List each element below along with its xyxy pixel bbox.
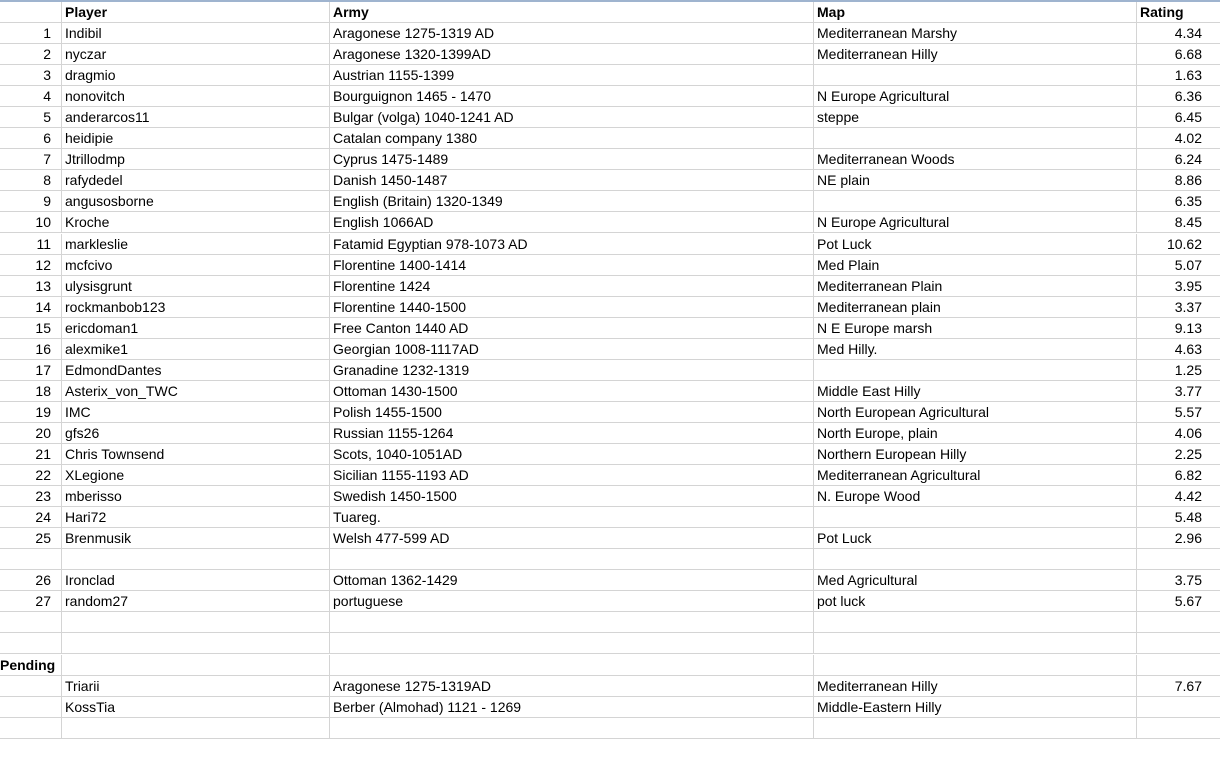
row-number-cell[interactable]: 21 [0,444,62,464]
table-row [0,255,1220,276]
rating-cell[interactable]: 6.45 [1174,109,1202,126]
rating-cell[interactable]: 6.68 [1174,46,1202,63]
map-cell[interactable]: Pot Luck [814,234,1137,254]
player-cell[interactable]: Kroche [62,212,330,232]
army-cell[interactable]: Catalan company 1380 [330,128,814,148]
army-cell[interactable]: Ottoman 1430-1500 [330,381,814,401]
map-cell[interactable]: Mediterranean Marshy [814,23,1137,43]
row-number-cell[interactable]: 8 [0,170,62,190]
army-cell[interactable]: Welsh 477-599 AD [330,528,814,548]
table-row [0,149,1220,170]
army-cell[interactable]: Aragonese 1320-1399AD [330,44,814,64]
rating-cell[interactable]: 8.45 [1174,214,1202,231]
rating-cell[interactable]: 5.67 [1174,593,1202,610]
map-cell[interactable] [814,191,1137,211]
army-cell[interactable]: Tuareg. [330,507,814,527]
row-number-cell[interactable]: 5 [0,107,62,127]
rating-cell[interactable]: 4.06 [1174,424,1202,441]
row-number-cell[interactable]: 10 [0,212,62,232]
map-cell[interactable]: NE plain [814,170,1137,190]
row-number-cell[interactable] [0,676,62,696]
table-row [0,191,1220,212]
row-number-cell[interactable]: 23 [0,486,62,506]
row-number-cell[interactable]: 2 [0,44,62,64]
row-number-cell[interactable]: 9 [0,191,62,211]
army-cell[interactable]: Granadine 1232-1319 [330,360,814,380]
table-row [0,633,1220,654]
map-cell[interactable]: N Europe Agricultural [814,212,1137,232]
map-cell[interactable]: Mediterranean plain [814,297,1137,317]
army-cell[interactable]: Polish 1455-1500 [330,402,814,422]
rating-cell[interactable]: 6.24 [1174,151,1202,168]
player-cell[interactable]: Jtrillodmp [62,149,330,169]
row-number-cell[interactable] [0,718,62,738]
map-cell[interactable]: Middle East Hilly [814,381,1137,401]
army-cell[interactable]: Florentine 1440-1500 [330,297,814,317]
map-cell[interactable]: Mediterranean Hilly [814,676,1137,696]
player-cell[interactable]: Chris Townsend [62,444,330,464]
table-row [0,676,1220,697]
header-player[interactable]: Player [62,2,330,22]
army-cell[interactable]: Swedish 1450-1500 [330,486,814,506]
army-cell[interactable]: portuguese [330,591,814,611]
map-cell[interactable]: Mediterranean Hilly [814,44,1137,64]
header-rating[interactable]: Rating [1140,4,1184,20]
table-row [0,86,1220,107]
army-cell[interactable]: Scots, 1040-1051AD [330,444,814,464]
map-cell[interactable] [814,65,1137,85]
map-cell[interactable] [814,655,1137,675]
army-cell[interactable]: Ottoman 1362-1429 [330,570,814,590]
rating-cell[interactable]: 4.02 [1174,130,1202,147]
rating-cell[interactable] [1137,549,1220,569]
table-row [0,486,1220,507]
header-army[interactable]: Army [330,2,814,22]
army-cell[interactable]: Bourguignon 1465 - 1470 [330,86,814,106]
table-row [0,570,1220,591]
table-row [0,360,1220,381]
map-cell[interactable]: North European Agricultural [814,402,1137,422]
header-row [0,2,1220,23]
row-number-cell[interactable]: 26 [0,570,62,590]
player-cell[interactable]: Indibil [62,23,330,43]
rating-cell[interactable]: 4.63 [1174,340,1202,357]
army-cell[interactable]: Cyprus 1475-1489 [330,149,814,169]
player-cell[interactable]: Brenmusik [62,528,330,548]
table-row [0,444,1220,465]
table-row [0,44,1220,65]
row-number-cell[interactable]: 22 [0,465,62,485]
army-cell[interactable]: Bulgar (volga) 1040-1241 AD [330,107,814,127]
map-cell[interactable]: Northern European Hilly [814,444,1137,464]
table-row [0,23,1220,44]
player-cell[interactable]: anderarcos11 [62,107,330,127]
army-cell[interactable] [330,718,814,738]
table-row [0,591,1220,612]
map-cell[interactable] [814,360,1137,380]
rating-cell[interactable]: 5.57 [1174,403,1202,420]
player-cell[interactable]: EdmondDantes [62,360,330,380]
map-cell[interactable]: steppe [814,107,1137,127]
rating-cell[interactable]: 6.82 [1174,467,1202,484]
table-row [0,423,1220,444]
rating-cell[interactable] [1137,718,1220,738]
row-number-cell[interactable]: 25 [0,528,62,548]
table-row [0,170,1220,191]
row-number-cell[interactable]: 24 [0,507,62,527]
row-number-cell[interactable]: 15 [0,318,62,338]
army-cell[interactable]: Aragonese 1275-1319 AD [330,23,814,43]
rating-cell[interactable]: 4.34 [1174,25,1202,42]
player-cell[interactable]: ulysisgrunt [62,276,330,296]
map-cell[interactable]: N Europe Agricultural [814,86,1137,106]
rating-cell[interactable]: 1.63 [1174,67,1202,84]
player-cell[interactable]: alexmike1 [62,339,330,359]
row-number-cell[interactable]: 4 [0,86,62,106]
player-cell[interactable] [62,612,330,632]
army-cell[interactable]: Fatamid Egyptian 978-1073 AD [330,234,814,254]
rating-cell[interactable] [1137,655,1220,675]
row-number-cell[interactable]: 17 [0,360,62,380]
header-map[interactable]: Map [814,2,1137,22]
player-cell[interactable]: dragmio [62,65,330,85]
army-cell[interactable]: Georgian 1008-1117AD [330,339,814,359]
rating-cell[interactable]: 3.75 [1174,572,1202,589]
army-cell[interactable]: Florentine 1400-1414 [330,255,814,275]
army-cell[interactable] [330,549,814,569]
army-cell[interactable] [330,633,814,653]
table-row [0,339,1220,360]
rating-cell[interactable]: 3.37 [1174,298,1202,315]
section-row-pending [0,655,1220,676]
map-cell[interactable]: Mediterranean Plain [814,276,1137,296]
map-cell[interactable]: Med Plain [814,255,1137,275]
rating-cell[interactable]: 6.35 [1174,193,1202,210]
rating-cell[interactable]: 7.67 [1174,677,1202,694]
rating-cell[interactable]: 5.07 [1174,256,1202,273]
row-number-cell[interactable]: 13 [0,276,62,296]
army-cell[interactable]: Russian 1155-1264 [330,423,814,443]
row-number-cell[interactable]: 12 [0,255,62,275]
player-cell[interactable]: angusosborne [62,191,330,211]
map-cell[interactable]: Med Agricultural [814,570,1137,590]
row-number-cell[interactable]: 14 [0,297,62,317]
table-row [0,276,1220,297]
table-row [0,549,1220,570]
rating-cell[interactable]: 10.62 [1166,235,1202,252]
rating-cell[interactable]: 2.96 [1174,530,1202,547]
army-cell[interactable]: Free Canton 1440 AD [330,318,814,338]
row-number-cell[interactable]: 20 [0,423,62,443]
map-cell[interactable] [814,128,1137,148]
row-number-cell[interactable] [0,633,62,653]
row-number-cell[interactable] [0,549,62,569]
player-cell[interactable]: Triarii [62,676,330,696]
row-number-cell[interactable]: 11 [0,234,62,254]
rating-cell[interactable]: 6.36 [1174,88,1202,105]
row-number-cell[interactable] [0,697,62,717]
map-cell[interactable]: Med Hilly. [814,339,1137,359]
header-index-cell[interactable] [0,2,62,22]
player-cell[interactable]: ericdoman1 [62,318,330,338]
row-number-cell[interactable]: 16 [0,339,62,359]
rating-cell[interactable]: 1.25 [1174,361,1202,378]
player-cell[interactable]: Ironclad [62,570,330,590]
table-row [0,128,1220,149]
player-cell[interactable] [62,633,330,653]
row-number-cell[interactable]: 19 [0,402,62,422]
rating-cell[interactable] [1137,633,1220,653]
table-row [0,718,1220,739]
map-cell[interactable]: Mediterranean Agricultural [814,465,1137,485]
map-cell[interactable]: Mediterranean Woods [814,149,1137,169]
map-cell[interactable] [814,507,1137,527]
row-number-cell[interactable]: 7 [0,149,62,169]
map-cell[interactable]: pot luck [814,591,1137,611]
row-number-cell[interactable]: 18 [0,381,62,401]
row-number-cell[interactable]: 27 [0,591,62,611]
player-cell[interactable]: Hari72 [62,507,330,527]
row-number-cell[interactable]: 1 [0,23,62,43]
player-cell[interactable]: markleslie [62,234,330,254]
table-row [0,234,1220,255]
table-row [0,402,1220,423]
player-cell[interactable]: Asterix_von_TWC [62,381,330,401]
player-cell[interactable]: mberisso [62,486,330,506]
table-row [0,107,1220,128]
table-row [0,381,1220,402]
player-cell[interactable]: XLegione [62,465,330,485]
table-row [0,507,1220,528]
rating-cell[interactable]: 3.77 [1174,382,1202,399]
player-cell[interactable]: IMC [62,402,330,422]
map-cell[interactable]: Pot Luck [814,528,1137,548]
player-cell[interactable] [62,549,330,569]
player-cell[interactable]: heidipie [62,128,330,148]
army-cell[interactable]: Berber (Almohad) 1121 - 1269 [330,697,814,717]
player-cell[interactable] [62,718,330,738]
table-row [0,612,1220,633]
map-cell[interactable]: N E Europe marsh [814,318,1137,338]
rating-cell[interactable] [1137,612,1220,632]
player-cell[interactable]: gfs26 [62,423,330,443]
map-cell[interactable]: N. Europe Wood [814,486,1137,506]
player-cell[interactable] [62,655,330,675]
row-number-cell[interactable]: 6 [0,128,62,148]
table-row [0,297,1220,318]
player-cell[interactable]: random27 [62,591,330,611]
table-row [0,212,1220,233]
map-cell[interactable]: Middle-Eastern Hilly [814,697,1137,717]
map-cell[interactable] [814,612,1137,632]
table-row [0,318,1220,339]
section-label-pending[interactable]: Pending [0,655,62,675]
map-cell[interactable] [814,718,1137,738]
map-cell[interactable]: North Europe, plain [814,423,1137,443]
player-cell[interactable]: nonovitch [62,86,330,106]
row-number-cell[interactable]: 3 [0,65,62,85]
army-cell[interactable]: Danish 1450-1487 [330,170,814,190]
rating-cell[interactable]: 5.48 [1174,509,1202,526]
player-cell[interactable]: rockmanbob123 [62,297,330,317]
army-cell[interactable] [330,655,814,675]
player-cell[interactable]: KossTia [62,697,330,717]
table-row [0,528,1220,549]
army-cell[interactable]: Florentine 1424 [330,276,814,296]
army-cell[interactable]: English 1066AD [330,212,814,232]
rating-cell[interactable]: 4.42 [1174,488,1202,505]
map-cell[interactable] [814,549,1137,569]
player-cell[interactable]: nyczar [62,44,330,64]
row-number-cell[interactable] [0,612,62,632]
army-cell[interactable]: English (Britain) 1320-1349 [330,191,814,211]
player-cell[interactable]: mcfcivo [62,255,330,275]
army-cell[interactable] [330,612,814,632]
player-cell[interactable]: rafydedel [62,170,330,190]
map-cell[interactable] [814,633,1137,653]
army-cell[interactable]: Aragonese 1275-1319AD [330,676,814,696]
table-row [0,697,1220,718]
army-cell[interactable]: Austrian 1155-1399 [330,65,814,85]
rating-cell[interactable]: 3.95 [1174,277,1202,294]
rating-cell[interactable] [1137,697,1220,717]
rating-cell[interactable]: 9.13 [1174,319,1202,336]
rating-cell[interactable]: 8.86 [1174,172,1202,189]
table-row [0,465,1220,486]
army-cell[interactable]: Sicilian 1155-1193 AD [330,465,814,485]
rating-cell[interactable]: 2.25 [1174,446,1202,463]
table-row [0,65,1220,86]
